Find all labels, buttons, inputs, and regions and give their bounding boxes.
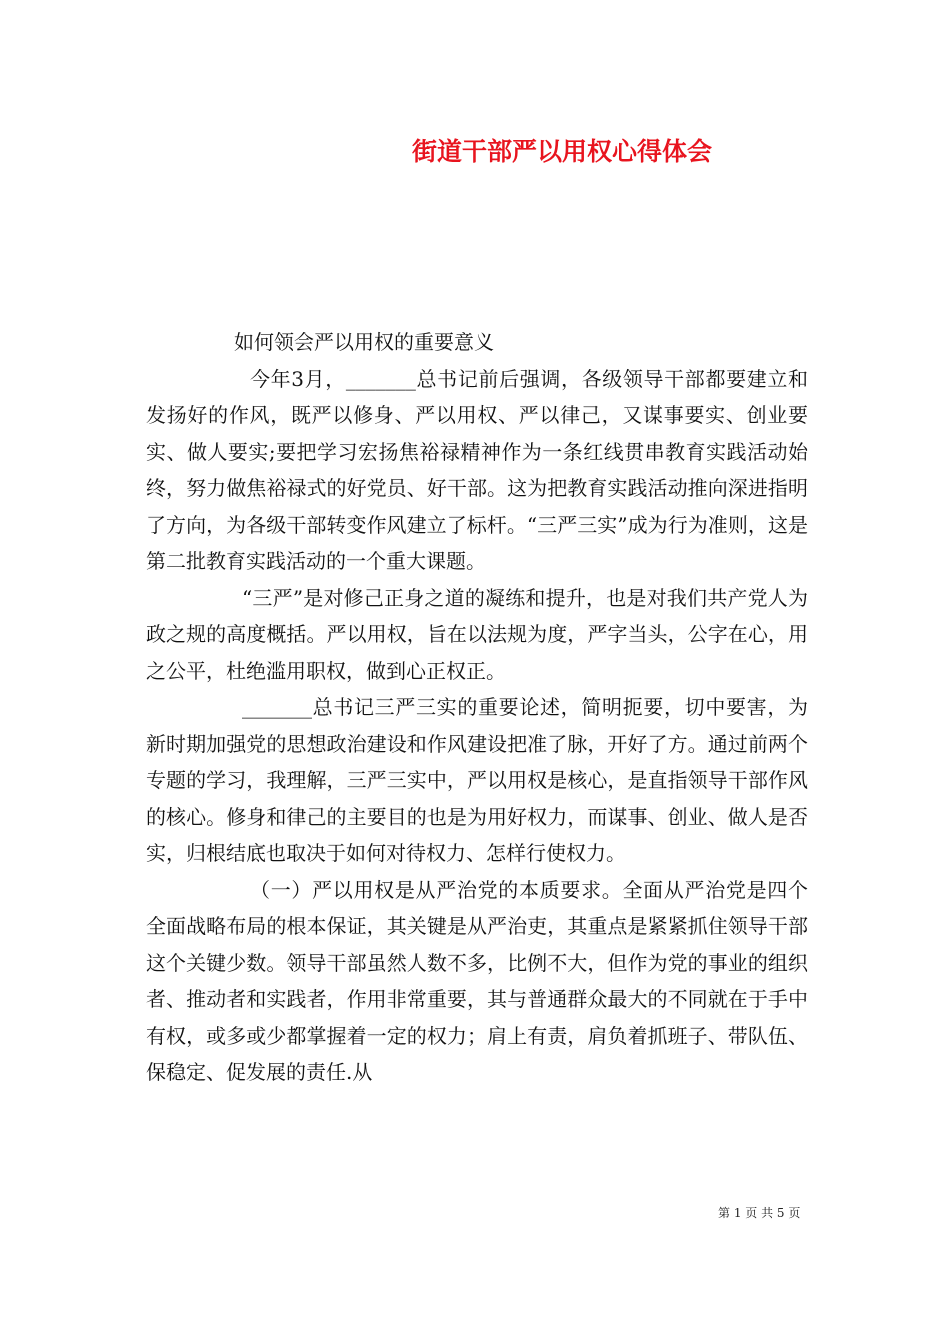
paragraph-3: _______总书记三严三实的重要论述，简明扼要，切中要害，为新时期加强党的思想政治建设和作风建设把准了脉，开好了方。通过前两个专题的学习，我理解，三严三实中，严以用权是核心，是直指领导干部作风的核心。修身和律己的主要目的也是为用好权力，而谋事、创业、做人是否实，归根结底也取决于如何对待权力、怎样行使权力。: [146, 695, 808, 865]
paragraph-4: （一）严以用权是从严治党的本质要求。全面从严治党是四个全面战略布局的根本保证，其关键是从严治吏，其重点是紧紧抓住领导干部这个关键少数。领导干部虽然人数不多，比例不大，但作为党的事业的组织者、推动者和实践者，作用非常重要，其与普通群众最大的不同就在于手中有权，或多或少都掌握着一定的权力；肩上有责，肩负着抓班子、带队伍、保稳定、促发展的责任.从: [146, 877, 808, 1084]
document-body: [146, 324, 808, 1091]
paragraph-1: 今年3月，_______总书记前后强调，各级领导干部都要建立和发扬好的作风，既严以修身、严以用权、严以律己，又谋事要实、创业要实、做人要实;要把学习宏扬焦裕禄精神作为一条红线贯串教育实践活动始终，努力做焦裕禄式的好党员、好干部。这为把教育实践活动推向深进指明了方向，为各级干部转变作风建立了标杆。“三严三实”成为行为准则，这是第二批教育实践活动的一个重大课题。: [146, 366, 808, 573]
paragraph-2: “三严”是对修己正身之道的凝练和提升，也是对我们共产党人为政之规的高度概括。严以用权，旨在以法规为度，严字当头，公字在心，用之公平，杜绝滥用职权，做到心正权正。: [146, 585, 808, 683]
document-title: 街道干部严以用权心得体会: [412, 137, 713, 166]
section-subheading: 如何领会严以用权的重要意义: [234, 330, 494, 354]
page-number: 第 1 页 共 5 页: [718, 1206, 801, 1220]
